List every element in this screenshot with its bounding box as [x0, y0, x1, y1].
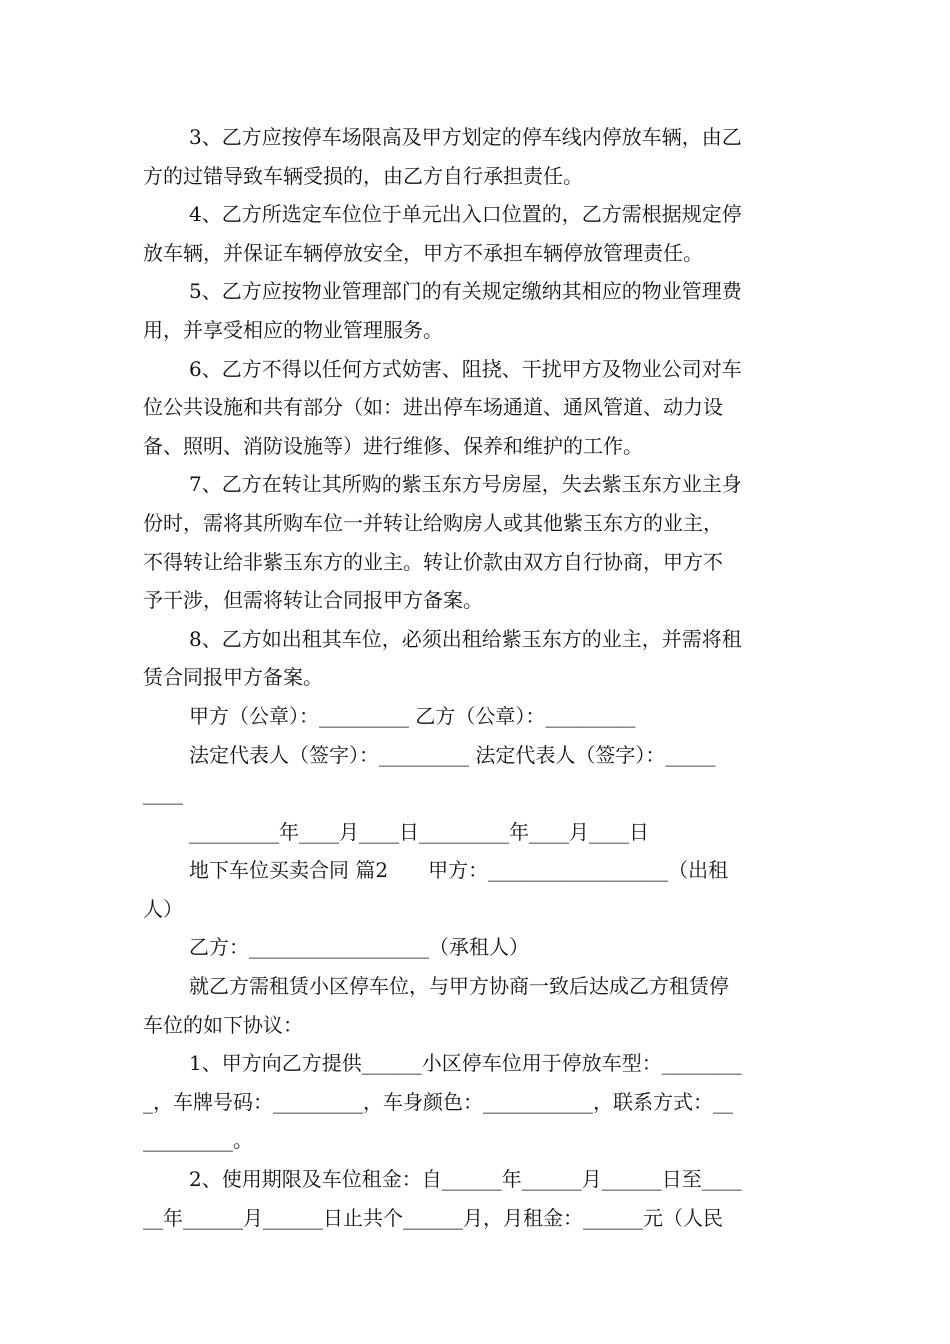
- text-line: 用，并享受相应的物业管理服务。: [143, 317, 443, 342]
- text-line: _________年____月____日_________年____月____日: [189, 819, 649, 844]
- text-line: 备、照明、消防设施等）进行维修、保养和维护的工作。: [143, 433, 643, 458]
- text-line: _________。: [143, 1128, 253, 1153]
- text-line: 8、乙方如出租其车位，必须出租给紫玉东方的业主，并需将租: [189, 626, 742, 651]
- document-page: [143, 118, 807, 1237]
- text-line: 放车辆，并保证车辆停放安全，甲方不承担车辆停放管理责任。: [143, 240, 703, 265]
- text-line: 不得转让给非紫玉东方的业主。转让价款由双方自行协商，甲方不: [143, 549, 723, 574]
- text-line: ____: [143, 781, 183, 806]
- text-line: 赁合同报甲方备案。: [143, 665, 323, 690]
- text-line: 法定代表人（签字）：_________ 法定代表人（签字）：_____: [189, 742, 716, 767]
- text-line: 3、乙方应按停车场限高及甲方划定的停车线内停放车辆，由乙: [189, 125, 742, 149]
- text-line: 2、使用期限及车位租金：自______年______月______日至____: [189, 1167, 742, 1192]
- text-line: 5、乙方应按物业管理部门的有关规定缴纳其相应的物业管理费: [189, 279, 742, 304]
- text-line: 予干涉，但需将转让合同报甲方备案。: [143, 588, 483, 613]
- text-line: 就乙方需租赁小区停车位，与甲方协商一致后达成乙方租赁停: [189, 974, 729, 999]
- text-line: 方的过错导致车辆受损的，由乙方自行承担责任。: [143, 163, 583, 188]
- text-line: 份时，需将其所购车位一并转让给购房人或其他紫玉东方的业主，: [143, 510, 723, 535]
- text-line: 6、乙方不得以任何方式妨害、阻挠、干扰甲方及物业公司对车: [189, 356, 742, 381]
- text-line: 7、乙方在转让其所购的紫玉东方号房屋，失去紫玉东方业主身: [189, 472, 742, 497]
- text-line: 乙方：__________________（承租人）: [189, 935, 529, 960]
- text-line: 人）: [143, 896, 183, 921]
- text-line: 1、甲方向乙方提供______小区停车位用于停放车型：________: [189, 1051, 742, 1076]
- text-line: 位公共设施和共有部分（如：进出停车场通道、通风管道、动力设: [143, 395, 723, 420]
- text-line: __年______月______日止共个______月，月租金：______元（人民: [143, 1205, 723, 1230]
- text-line: 甲方（公章）：_________ 乙方（公章）：_________: [189, 703, 636, 728]
- text-line: 地下车位买卖合同 篇2 甲方：__________________（出租: [189, 858, 729, 883]
- text-line: _，车牌号码：_________，车身颜色：___________，联系方式：__: [143, 1089, 733, 1114]
- text-line: 4、乙方所选定车位位于单元出入口位置的，乙方需根据规定停: [189, 202, 742, 227]
- text-line: 车位的如下协议：: [143, 1012, 303, 1037]
